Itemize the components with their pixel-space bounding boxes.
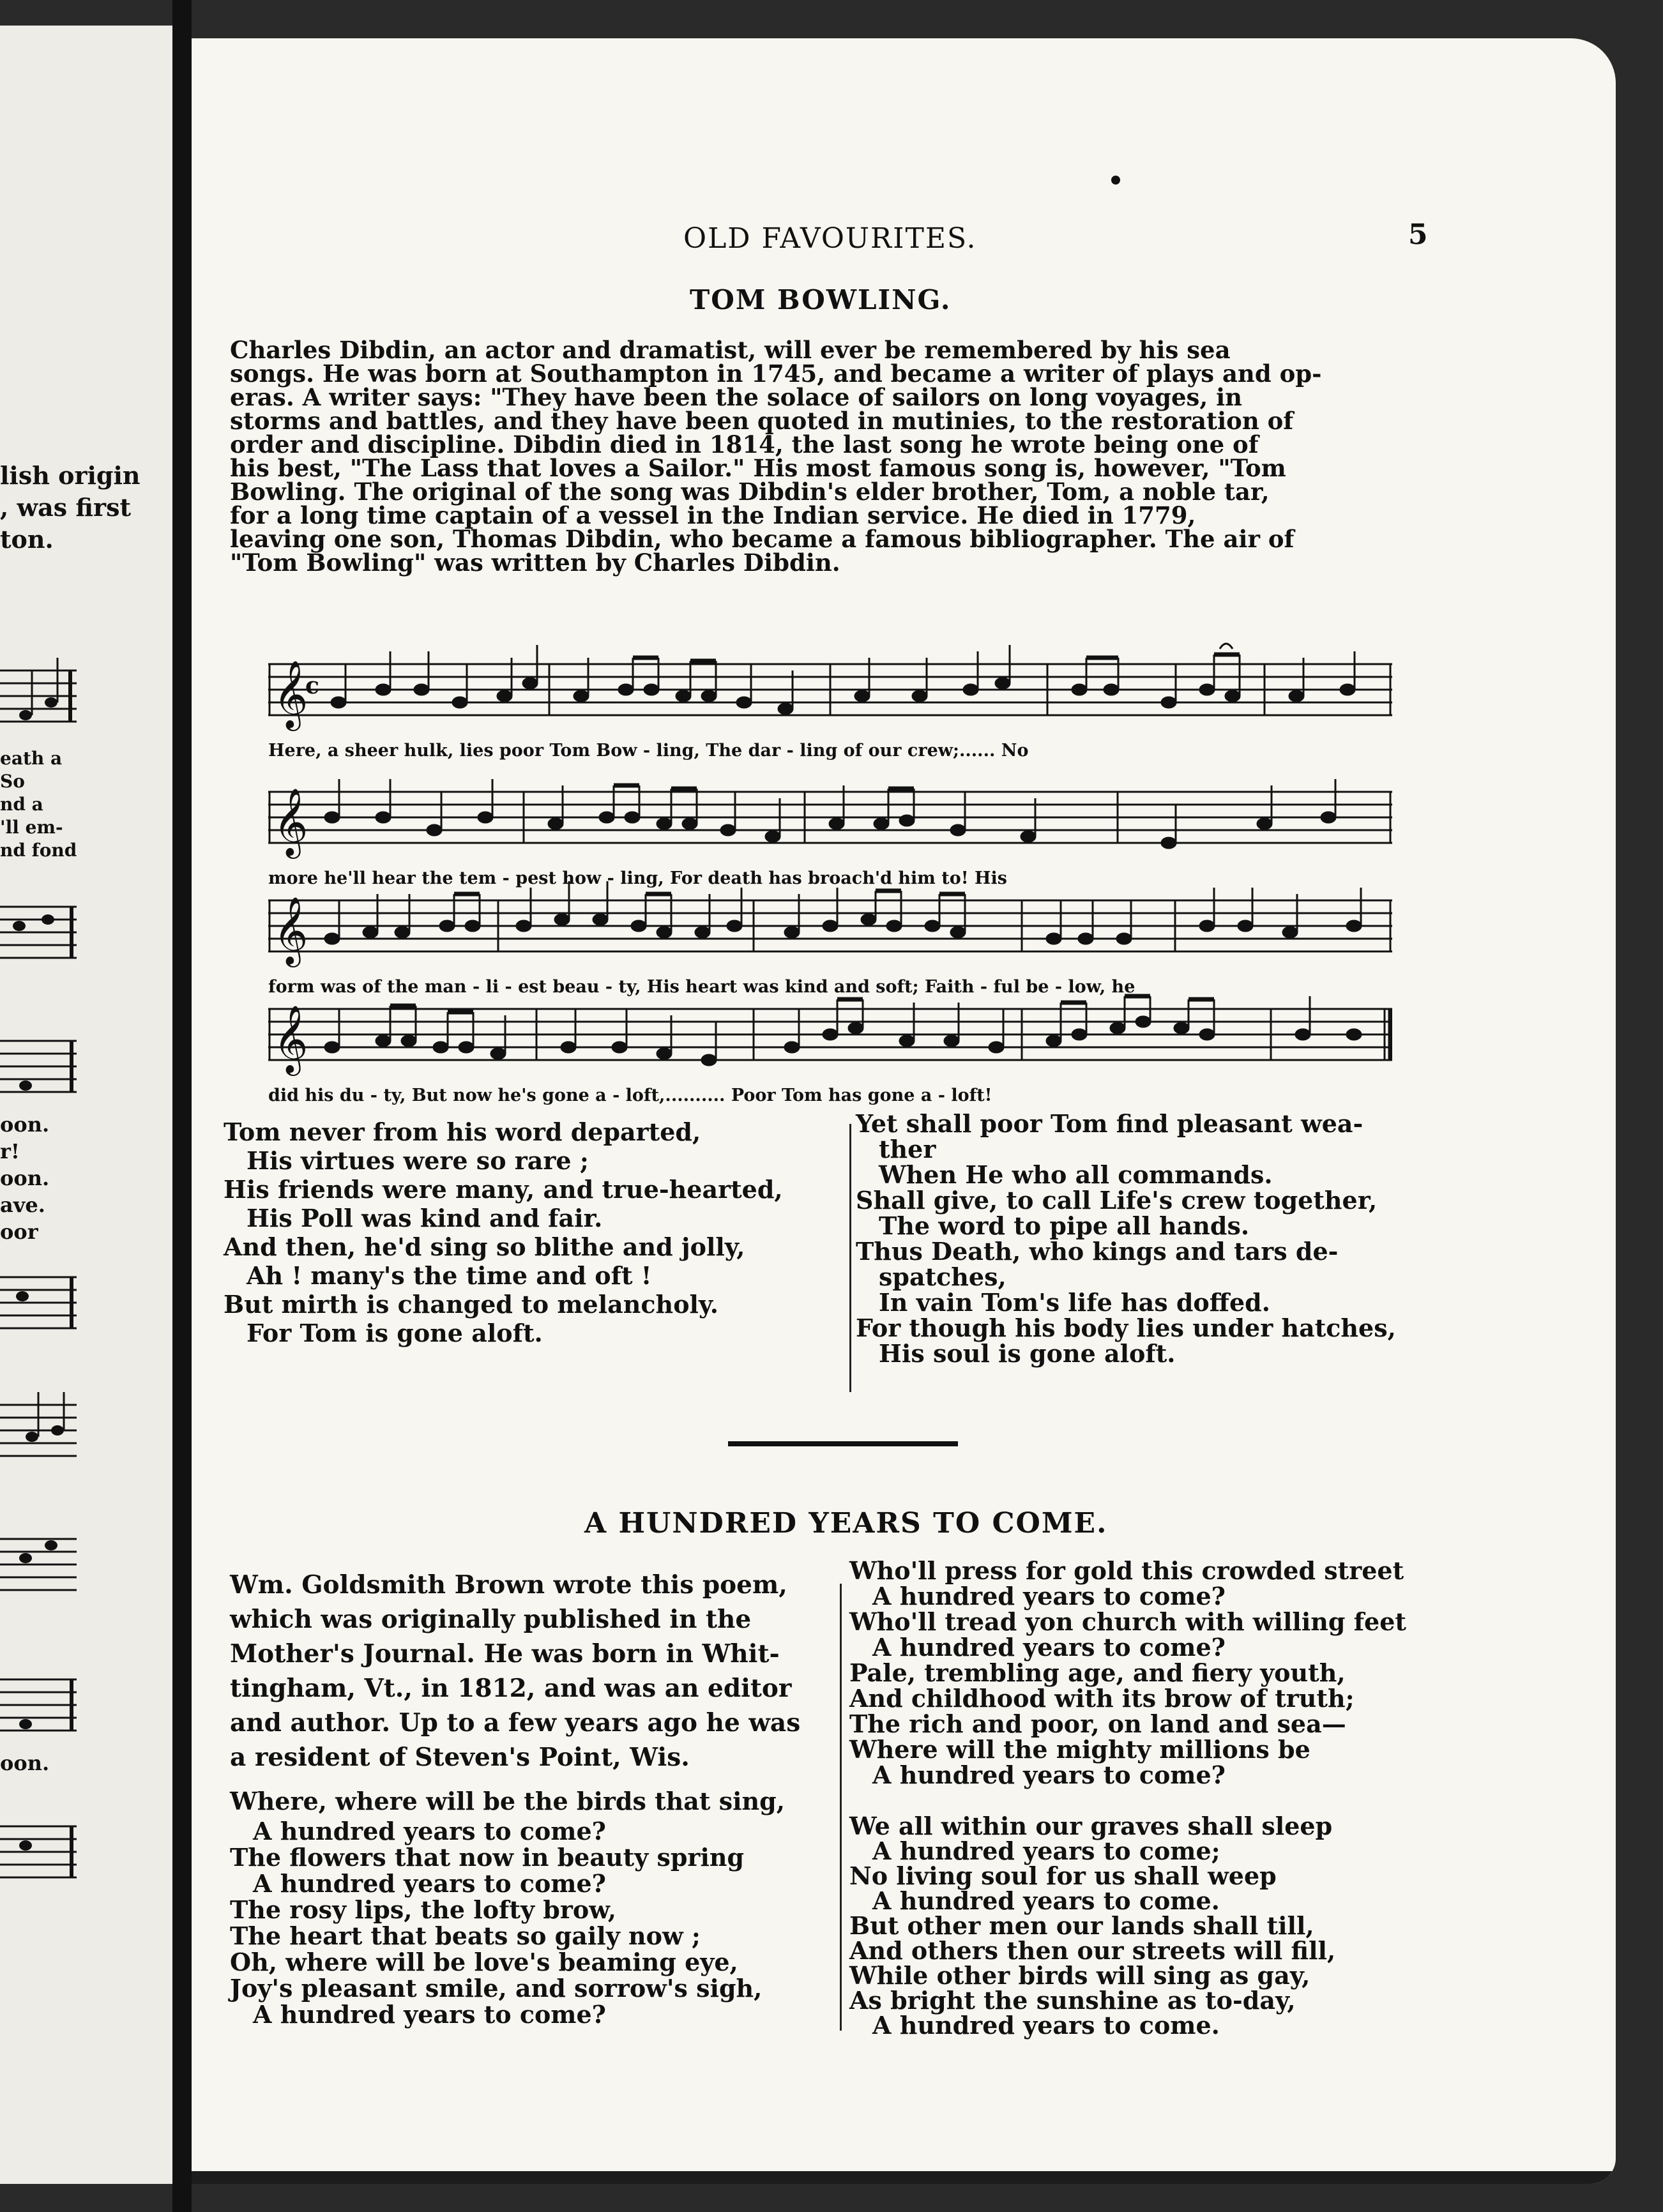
verse-line: The rosy lips, the lofty brow, xyxy=(230,1895,617,1924)
verse-line: The word to pipe all hands. xyxy=(879,1211,1250,1240)
music-staff-row-4 xyxy=(268,971,1392,1117)
verse-line: A hundred years to come. xyxy=(872,1886,1220,1915)
verse-line: In vain Tom's life has doffed. xyxy=(879,1288,1270,1317)
music-staff-4 xyxy=(268,971,1392,1079)
bottom-edge xyxy=(192,2171,1616,2184)
column-divider xyxy=(849,1124,851,1392)
tom-bowling-intro: Charles Dibdin, an actor and dramatist, will ever be remembered by his sea songs. He was born at Southampton in 1745, and became a writer of plays and op- eras. A writer says: "They have been the solace of sailors on long voyages, in storms and battles, and they have been quoted in mutinies, to the restoration of order and discipline. Dibdin died in 1814, the last song he wrote being one of his best, "The Lass that loves a Sailor." His most famous song is, however, "Tom Bowling. The original of the song was Dibdin's elder brother, Tom, a noble tar, for a long time captain of a vessel in the Indian service. He died in 1779, leaving one son, Thomas Dibdin, who became a famous bibliographer. The air of "Tom Bowling" was written by Charles Dibdin. xyxy=(230,336,1322,577)
svg-text:𝄞: 𝄞 xyxy=(273,1004,308,1073)
verse-line: His Poll was kind and fair. xyxy=(247,1204,603,1232)
hundred-years-verse-right-1 xyxy=(849,1558,1462,1788)
verse-line: His soul is gone aloft. xyxy=(879,1339,1176,1368)
hundred-years-intro: Wm. Goldsmith Brown wrote this poem, which was originally published in the Mother's Journal. He was born in Whit- tingham, Vt., in 1812, and was an editor and author. Up to a few years ago he was a resident of Steven's Point, Wis. xyxy=(230,1570,801,1772)
page xyxy=(192,38,1616,2184)
svg-text:c: c xyxy=(305,672,319,699)
verse-line: His friends were many, and true-hearted, xyxy=(224,1175,783,1204)
hundred-years-verse-right-2 xyxy=(849,1814,1462,2038)
prev-music-staff-8 xyxy=(0,1801,83,1903)
verse-line: A hundred years to come? xyxy=(253,2000,606,2029)
page-gutter xyxy=(172,0,192,2212)
verse-line: And childhood with its brow of truth; xyxy=(849,1684,1355,1713)
music-lyrics-1: Here, a sheer hulk, lies poor Tom Bow - ling, The dar - ling of our crew;...... No xyxy=(268,741,1029,761)
verse-line: Tom never from his word departed, xyxy=(224,1117,701,1146)
verse-line: Who'll press for gold this crowded street xyxy=(849,1556,1404,1585)
verse-line: But other men our lands shall till, xyxy=(849,1911,1314,1940)
verse-line: And then, he'd sing so blithe and jolly, xyxy=(224,1232,745,1261)
verse-line: Oh, where will be love's beaming eye, xyxy=(230,1948,738,1976)
verse-line: His virtues were so rare ; xyxy=(247,1146,589,1175)
verse-line: A hundred years to come? xyxy=(872,1761,1226,1789)
verse-line: A hundred years to come; xyxy=(872,1837,1220,1865)
section-separator xyxy=(728,1441,958,1446)
music-staff-row-1 xyxy=(268,626,1392,773)
svg-text:𝄞: 𝄞 xyxy=(273,660,308,728)
verse-line: Thus Death, who kings and tars de- xyxy=(856,1237,1339,1266)
prev-music-staff-7 xyxy=(0,1660,83,1762)
page-number: 5 xyxy=(1408,218,1429,251)
verse-line: Yet shall poor Tom find pleasant wea- xyxy=(856,1109,1363,1138)
prev-music-staff-2 xyxy=(0,881,83,983)
verse-line: spatches, xyxy=(879,1262,1006,1291)
verse-line: Where, where will be the birds that sing, xyxy=(230,1787,785,1815)
verse-line: But mirth is changed to melancholy. xyxy=(224,1290,718,1319)
verse-line: Shall give, to call Life's crew together, xyxy=(856,1186,1378,1215)
verse-line: The flowers that now in beauty spring xyxy=(230,1843,745,1872)
title-hundred-years: A HUNDRED YEARS TO COME. xyxy=(584,1507,1108,1540)
verse-line: A hundred years to come? xyxy=(872,1633,1226,1662)
verse-line: No living soul for us shall weep xyxy=(849,1861,1277,1890)
prev-fragment-b: eath a So nd a 'll em- nd fond xyxy=(0,748,77,861)
verse-line: Who'll tread yon church with willing feet xyxy=(849,1607,1406,1636)
music-staff-1 xyxy=(268,626,1392,734)
verse-line: A hundred years to come? xyxy=(253,1817,606,1845)
verse-line: A hundred years to come. xyxy=(872,2011,1220,2040)
verse-line: Ah ! many's the time and oft ! xyxy=(247,1261,652,1290)
music-staff-2 xyxy=(268,754,1392,862)
verse-line: While other birds will sing as gay, xyxy=(849,1961,1310,1990)
verse-line: The rich and poor, on land and sea— xyxy=(849,1709,1346,1738)
music-lyrics-4: did his du - ty, But now he's gone a - loft,.......... Poor Tom has gone a - loft! xyxy=(268,1086,992,1105)
title-tom-bowling: TOM BOWLING. xyxy=(690,284,952,315)
verse-line: We all within our graves shall sleep xyxy=(849,1812,1333,1840)
verse-line: Where will the mighty millions be xyxy=(849,1735,1310,1764)
tom-bowling-verse-right xyxy=(856,1111,1456,1367)
verse-line: For Tom is gone aloft. xyxy=(247,1319,543,1347)
verse-line: And others then our streets will fill, xyxy=(849,1936,1336,1965)
svg-text:𝄞: 𝄞 xyxy=(273,787,308,856)
ink-dot xyxy=(1111,176,1120,185)
tom-bowling-verse-left xyxy=(224,1117,837,1347)
svg-text:𝄞: 𝄞 xyxy=(273,896,308,964)
prev-music-staff-6 xyxy=(0,1507,83,1622)
verse-line: Pale, trembling age, and fiery youth, xyxy=(849,1658,1346,1687)
prev-music-staff-1 xyxy=(0,645,83,760)
verse-line: When He who all commands. xyxy=(879,1160,1273,1189)
prev-music-staff-3 xyxy=(0,1022,83,1124)
verse-line: ther xyxy=(879,1135,936,1163)
prev-music-staff-4 xyxy=(0,1252,83,1354)
prev-music-staff-5 xyxy=(0,1379,83,1507)
verse-line: For though his body lies under hatches, xyxy=(856,1314,1396,1342)
music-lyrics-2: more he'll hear the tem - pest how - ling, For death has broach'd him to! His xyxy=(268,868,1007,888)
prev-fragment-d: oon. xyxy=(0,1751,50,1775)
previous-page xyxy=(0,26,172,2184)
verse-line: Joy's pleasant smile, and sorrow's sigh, xyxy=(230,1974,763,2003)
hundred-years-verse-left xyxy=(230,1788,824,2027)
verse-line: The heart that beats so gaily now ; xyxy=(230,1921,701,1950)
verse-line: A hundred years to come? xyxy=(872,1582,1226,1610)
music-staff-3 xyxy=(268,862,1392,971)
prev-fragment-a: lish origin , was first ton. xyxy=(0,461,140,554)
running-header: OLD FAVOURITES. xyxy=(683,222,977,255)
verse-line: As bright the sunshine as to-day, xyxy=(849,1986,1296,2015)
column-divider-2 xyxy=(840,1584,842,2031)
verse-line: A hundred years to come? xyxy=(253,1869,606,1898)
music-lyrics-3: form was of the man - li - est beau - ty, His heart was kind and soft; Faith - ful be - low, he xyxy=(268,977,1135,997)
prev-fragment-c: oon. r! oon. ave. oor xyxy=(0,1112,50,1244)
